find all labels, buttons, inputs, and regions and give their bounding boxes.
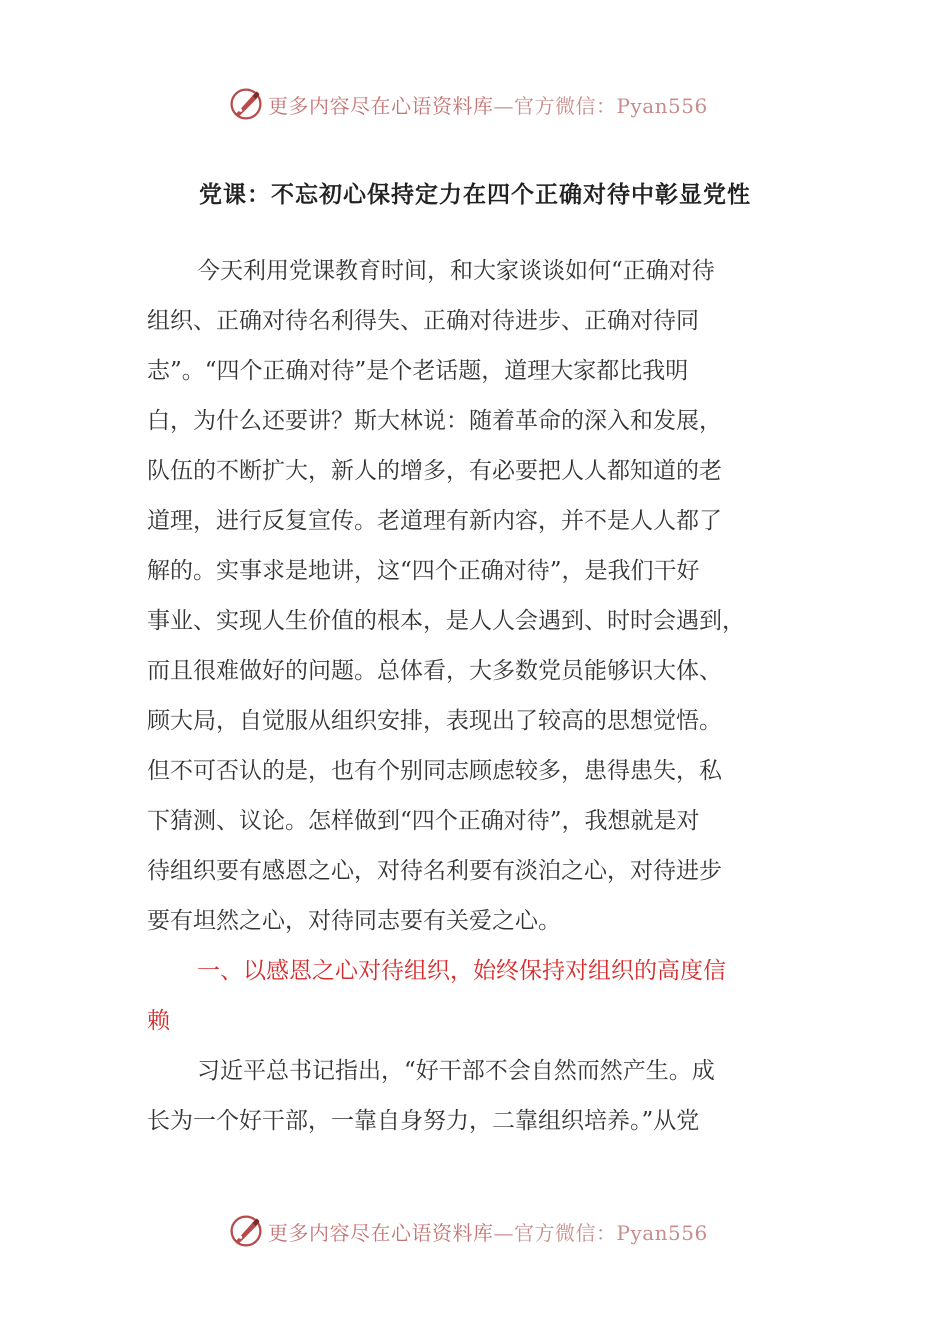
text-line: 赖 [147, 1008, 170, 1034]
text-line: 道理，进行反复宣传。老道理有新内容，并不是人人都了 [147, 508, 722, 534]
text-line: 顾大局，自觉服从组织安排，表现出了较高的思想觉悟。 [147, 708, 722, 734]
text-line: 队伍的不断扩大，新人的增多，有必要把人人都知道的老 [147, 458, 722, 484]
text-line: 事业、实现人生价值的根本，是人人会遇到、时时会遇到， [147, 608, 745, 634]
text-line: 长为一个好干部，一靠自身努力，二靠组织培养。”从党 [147, 1108, 700, 1134]
text-line: 志”。“四个正确对待”是个老话题，道理大家都比我明 [147, 358, 689, 384]
text-line: 解的。实事求是地讲，这“四个正确对待”，是我们干好 [147, 558, 700, 584]
body-paragraph [147, 1046, 787, 1146]
pen-nib-logo-icon [228, 86, 264, 122]
text-line: 但不可否认的是，也有个别同志顾虑较多，患得患失，私 [147, 758, 722, 784]
document-title: 党课：不忘初心保持定力在四个正确对待中彰显党性 [199, 182, 751, 208]
body-paragraph [147, 246, 787, 946]
section-heading [147, 946, 787, 1046]
watermark-text: 更多内容尽在心语资料库—官方微信：Pyan556 [268, 1220, 708, 1245]
watermark-header [228, 84, 708, 124]
text-line: 待组织要有感恩之心，对待名利要有淡泊之心，对待进步 [147, 858, 722, 884]
text-line: 而且很难做好的问题。总体看，大多数党员能够识大体、 [147, 658, 722, 684]
text-line: 习近平总书记指出，“好干部不会自然而然产生。成 [197, 1058, 715, 1084]
pen-nib-logo-icon [228, 1213, 264, 1249]
text-line: 一、以感恩之心对待组织，始终保持对组织的高度信 [197, 958, 726, 984]
text-line: 下猜测、议论。怎样做到“四个正确对待”，我想就是对 [147, 808, 700, 834]
text-line: 今天利用党课教育时间，和大家谈谈如何“正确对待 [197, 258, 715, 284]
text-line: 要有坦然之心，对待同志要有关爱之心。 [147, 908, 561, 934]
watermark-footer [228, 1211, 708, 1251]
document-body [147, 246, 787, 1146]
watermark-text: 更多内容尽在心语资料库—官方微信：Pyan556 [268, 93, 708, 118]
text-line: 组织、正确对待名利得失、正确对待进步、正确对待同 [147, 308, 699, 334]
text-line: 白，为什么还要讲？斯大林说：随着革命的深入和发展， [147, 408, 722, 434]
